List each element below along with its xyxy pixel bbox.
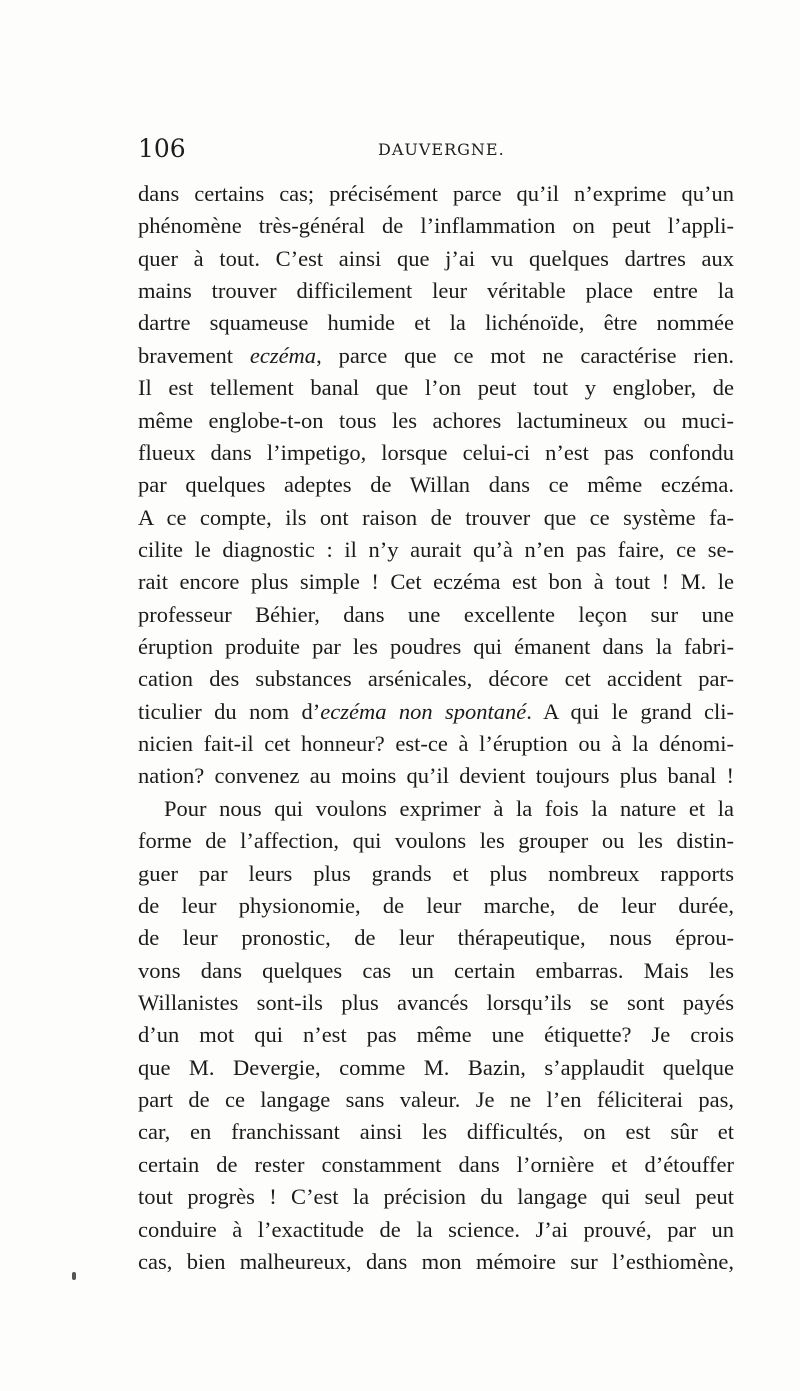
text-line: cas, bien malheureux, dans mon mémoire sur l’esthiomène, <box>138 1248 734 1274</box>
text-line: Willanistes sont-ils plus avancés lorsqu’ils se sont payés <box>138 989 734 1015</box>
text-line: de leur pronostic, de leur thérapeutique, nous éprou- <box>138 925 734 951</box>
text-line: part de ce langage sans valeur. Je ne l’en féliciterai pas, <box>138 1087 734 1113</box>
body-text <box>138 178 734 1278</box>
text-line: A ce compte, ils ont raison de trouver que ce système fa- <box>138 504 734 530</box>
text-line: cilite le diagnostic : il n’y aurait qu’à n’en pas faire, ce se- <box>138 536 734 562</box>
text-line: tout progrès ! C’est la précision du langage qui seul peut <box>138 1184 734 1210</box>
text-line: dartre squameuse humide et la lichénoïde, être nommée <box>138 310 734 336</box>
text-line: rait encore plus simple ! Cet eczéma est bon à tout ! M. le <box>138 569 734 595</box>
text-line: de leur physionomie, de leur marche, de leur durée, <box>138 892 734 918</box>
text-line: cation des substances arsénicales, décore cet accident par- <box>138 666 734 692</box>
text-line: Pour nous qui voulons exprimer à la fois la nature et la <box>164 795 734 821</box>
page-header <box>138 134 734 170</box>
text-line: ticulier du nom d’eczéma non spontané. A qui le grand cli- <box>138 698 734 724</box>
text-line: conduire à l’exactitude de la science. J’ai prouvé, par un <box>138 1216 734 1242</box>
text-line: quer à tout. C’est ainsi que j’ai vu quelques dartres aux <box>138 245 734 271</box>
text-line: professeur Béhier, dans une excellente leçon sur une <box>138 601 734 627</box>
text-line: phénomène très-général de l’inflammation on peut l’appli- <box>138 213 734 239</box>
text-line: car, en franchissant ainsi les difficultés, on est sûr et <box>138 1119 734 1145</box>
text-line: nation? convenez au moins qu’il devient toujours plus banal ! <box>138 763 734 789</box>
text-line: guer par leurs plus grands et plus nombreux rapports <box>138 860 734 886</box>
ink-speck <box>72 1272 76 1280</box>
text-line: nicien fait-il cet honneur? est-ce à l’éruption ou à la dénomi- <box>138 731 734 757</box>
running-head: DAUVERGNE. <box>378 140 505 159</box>
italic-term: eczéma non spontané <box>320 698 527 724</box>
text-line: éruption produite par les poudres qui émanent dans la fabri- <box>138 634 734 660</box>
italic-term: eczéma <box>249 342 317 368</box>
text-line: certain de rester constamment dans l’ornière et d’étouffer <box>138 1151 734 1177</box>
text-line: mains trouver difficilement leur véritable place entre la <box>138 278 734 304</box>
text-line: dans certains cas; précisément parce qu’il n’exprime qu’un <box>138 181 734 206</box>
page-number: 106 <box>138 134 186 163</box>
text-line: Il est tellement banal que l’on peut tout y englober, de <box>138 375 734 401</box>
text-line: forme de l’affection, qui voulons les grouper ou les distin- <box>138 828 734 854</box>
text-line: d’un mot qui n’est pas même une étiquette? Je crois <box>138 1022 734 1048</box>
text-line: vons dans quelques cas un certain embarras. Mais les <box>138 957 734 983</box>
text-line: bravement eczéma, parce que ce mot ne caractérise rien. <box>138 342 734 368</box>
text-line: par quelques adeptes de Willan dans ce même eczéma. <box>138 472 734 498</box>
text-line: que M. Devergie, comme M. Bazin, s’applaudit quelque <box>138 1054 734 1080</box>
text-line: même englobe-t-on tous les achores lactumineux ou muci- <box>138 407 734 433</box>
text-line: flueux dans l’impetigo, lorsque celui-ci n’est pas confondu <box>138 439 734 465</box>
